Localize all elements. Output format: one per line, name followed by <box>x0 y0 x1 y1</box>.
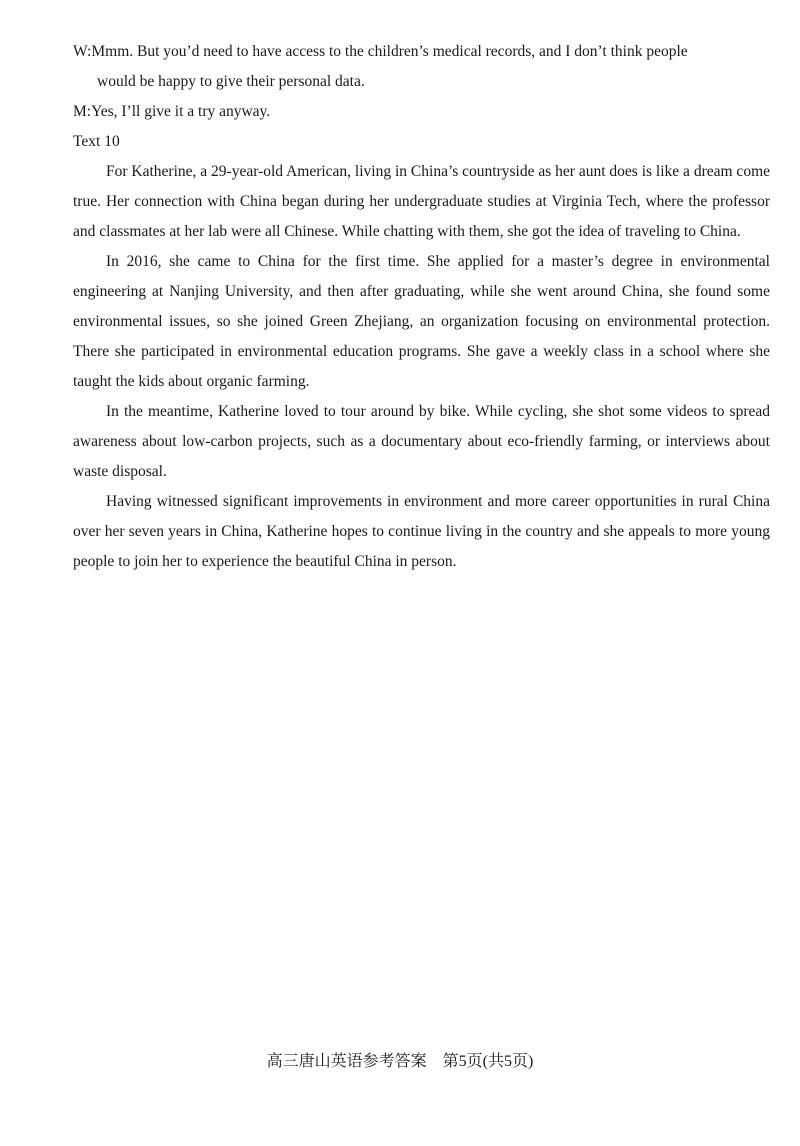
dialogue-line-m: M:Yes, I’ll give it a try anyway. <box>73 103 271 120</box>
paragraph-3: In the meantime, Katherine loved to tour around by bike. While cycling, she shot some videos to spread awareness about low-carbon projects, such as a documentary about eco-friendly farming, or interviews about waste disposal. <box>73 403 770 480</box>
section-title: Text 10 <box>73 133 120 150</box>
paragraph-1: For Katherine, a 29-year-old American, living in China’s countryside as her aunt does is like a dream come true. Her connection with China began during her undergraduate studies at Virginia Tech, where the professor and classmates at her lab were all Chinese. While chatting with them, she got the idea of traveling to China. <box>73 163 770 240</box>
document-body <box>73 37 770 577</box>
page-footer: 高三唐山英语参考答案 第5页(共5页) <box>266 1053 534 1070</box>
paragraph-2: In 2016, she came to China for the first time. She applied for a master’s degree in environmental engineering at Nanjing University, and then after graduating, while she went around China, she found some environmental issues, so she joined Green Zhejiang, an organization focusing on environmental protection. There she participated in environmental education programs. She gave a weekly class in a school where she taught the kids about organic farming. <box>73 253 770 390</box>
dialogue-line-w: W:Mmm. But you’d need to have access to the children’s medical records, and I don’t think people <box>73 43 688 60</box>
paragraph-4: Having witnessed significant improvements in environment and more career opportunities in rural China over her seven years in China, Katherine hopes to continue living in the country and she appeals to more young people to join her to experience the beautiful China in person. <box>73 493 770 570</box>
dialogue-line-w-continued: would be happy to give their personal data. <box>97 73 365 90</box>
